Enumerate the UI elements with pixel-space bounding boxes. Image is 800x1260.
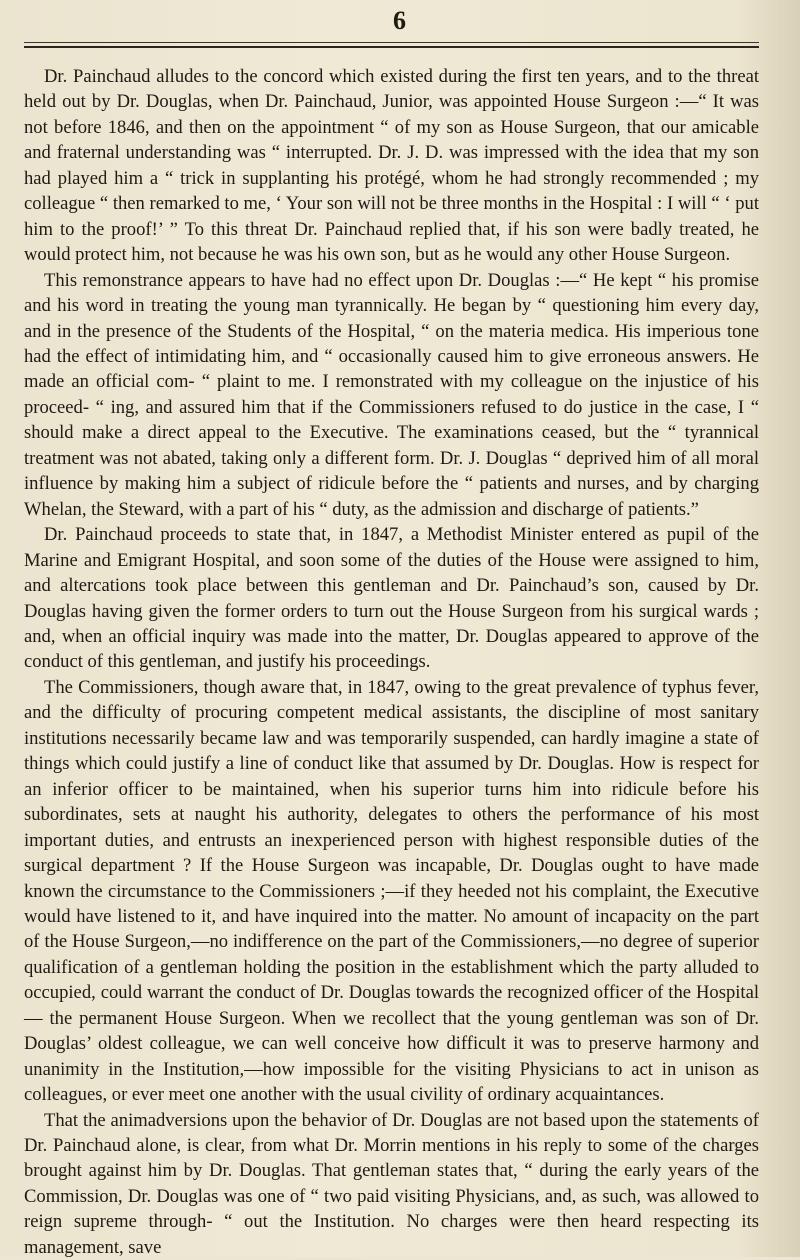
page-number: 6 bbox=[393, 6, 407, 35]
paragraph: Dr. Painchaud alludes to the concord which existed during the first ten years, and to the threat held out by Dr. Douglas, when Dr. Painchaud, Junior, was appointed House Surgeon :—“ It was not before 1846, and then on the appointment “ of my son as House Surgeon, that our amicable and fraternal understanding was “ interrupted. Dr. J. D. was impressed with the idea that my son had played him a “ trick in supplanting his protégé, whom he had strongly recommended ; my colleague “ then remarked to me, ‘ Your son will not be three months in the Hospital : I will “ ‘ put him to the proof!’ ” To this threat Dr. Painchaud replied that, if his son were badly treated, he would protect him, not because he was his own son, but as he would any other House Surgeon. bbox=[24, 66, 759, 266]
header-rule-thick bbox=[24, 46, 759, 48]
header-rule-thin bbox=[24, 42, 759, 43]
paragraph: This remonstrance appears to have had no effect upon Dr. Douglas :—“ He kept “ his promise and his word in treating the young man tyrannically. He began by “ questioning him every day, and in the presence of the Students of the Hospital, “ on the materia medica. His imperious tone had the effect of intimidating him, and “ occasionally caused him to give erroneous answers. He made an official com- “ plaint to me. I remonstrated with my colleague on the injustice of his proceed- “ ing, and assured him that if the Commissioners refused to do justice in the case, I “ should make a direct appeal to the Executive. The examinations ceased, but the “ tyrannical treatment was not abated, taking only a different form. Dr. J. Douglas “ deprived him of all moral influence by making him a subject of ridicule before the “ patients and nurses, and by charging Whelan, the Steward, with a part of his “ duty, as the admission and discharge of patients.” bbox=[24, 269, 759, 520]
paragraph: Dr. Painchaud proceeds to state that, in 1847, a Methodist Minister entered as pupil of the Marine and Emigrant Hospital, and soon some of the duties of the House were assigned to him, and altercations took place between this gentleman and Dr. Painchaud’s son, caused by Dr. Douglas having given the former orders to turn out the House Surgeon from his surgical wards ; and, when an official inquiry was made into the matter, Dr. Douglas appeared to approve of the conduct of this gentleman, and justify his proceedings. bbox=[24, 524, 759, 673]
body-text bbox=[24, 64, 759, 1260]
paragraph: That the animadversions upon the behavior of Dr. Douglas are not based upon the statements of Dr. Painchaud alone, is clear, from what Dr. Morrin mentions in his reply to some of the charges brought against him by Dr. Douglas. That gentleman states that, “ during the early years of the Commission, Dr. Douglas was one of “ two paid visiting Physicians, and, as such, was allowed to reign supreme through- “ out the Institution. No charges were then heard respecting its management, save bbox=[24, 1109, 759, 1258]
paragraph: The Commissioners, though aware that, in 1847, owing to the great prevalence of typhus fever, and the difficulty of procuring competent medical assistants, the discipline of most sanitary institutions necessarily became law and was temporarily suspended, can hardly imagine a state of things which could justify a line of conduct like that assumed by Dr. Douglas. How is respect for an inferior officer to be maintained, when his superior turns him into ridicule before his subordinates, sets at naught his authority, delegates to others the performance of his most important duties, and entrusts an inexperienced person with highest responsible duties of the surgical department ? If the House Surgeon was incapable, Dr. Douglas ought to have made known the circumstance to the Commissioners ;—if they heeded not his complaint, the Executive would have listened to it, and have inquired into the matter. No amount of incapacity on the part of the House Surgeon,—no indifference on the part of the Commissioners,—no degree of superior qualification of a gentleman holding the position in the establishment which the party alluded to occupied, could warrant the conduct of Dr. Douglas towards the recognized officer of the Hospital— the permanent House Surgeon. When we recollect that the young gentleman was son of Dr. Douglas’ oldest colleague, we can well conceive how difficult it was to preserve harmony and unanimity in the Institution,—how impossible for the visiting Physicians to act in unison as colleagues, or ever meet one another with the usual civility of ordinary acquaintances. bbox=[24, 676, 759, 1106]
